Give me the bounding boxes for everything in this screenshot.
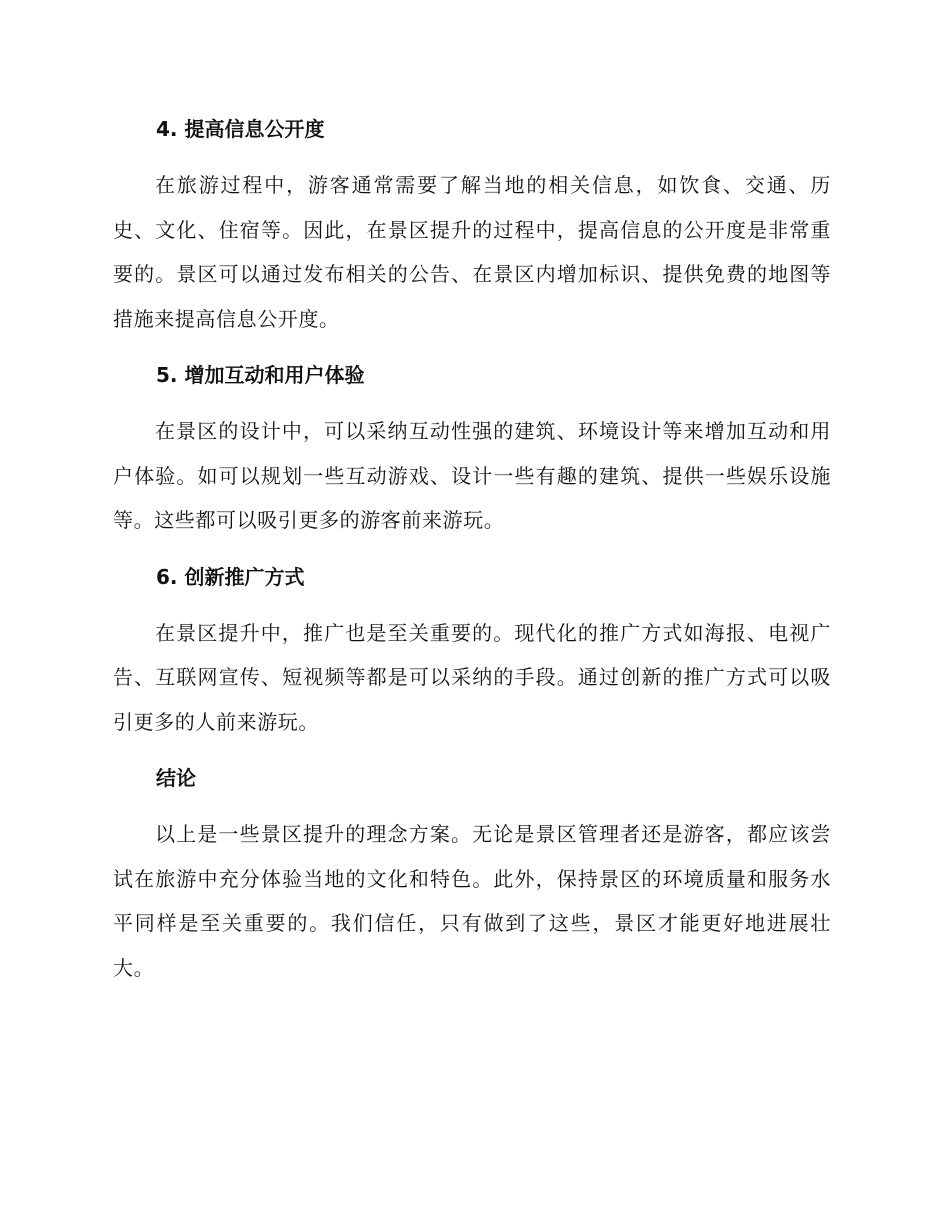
section-interaction-experience [113, 359, 831, 543]
section-paragraph: 在景区的设计中，可以采纳互动性强的建筑、环境设计等来增加互动和用户体验。如可以规划一些互动游戏、设计一些有趣的建筑、提供一些娱乐设施等。这些都可以吸引更多的游客前来游玩。 [113, 419, 831, 532]
section-heading: 6. 创新推广方式 [156, 564, 305, 589]
section-promotion [113, 561, 831, 745]
section-info-disclosure [113, 113, 831, 341]
section-heading: 5. 增加互动和用户体验 [156, 363, 365, 387]
section-paragraph: 以上是一些景区提升的理念方案。无论是景区管理者还是游客，都应该尝试在旅游中充分体验当地的文化和特色。此外，保持景区的环境质量和服务水平同样是至关重要的。我们信任，只有做到了这些，景区才能更好地进展壮大。 [113, 822, 831, 980]
section-paragraph: 在景区提升中，推广也是至关重要的。现代化的推广方式如海报、电视广告、互联网宣传、短视频等都是可以采纳的手段。通过创新的推广方式可以吸引更多的人前来游玩。 [113, 620, 831, 734]
section-heading: 4. 提高信息公开度 [156, 117, 325, 141]
section-heading: 结论 [156, 766, 196, 790]
section-paragraph: 在旅游过程中，游客通常需要了解当地的相关信息，如饮食、交通、历史、文化、住宿等。因此，在景区提升的过程中，提高信息的公开度是非常重要的。景区可以通过发布相关的公告、在景区内增加标识、提供免费的地图等措施来提高信息公开度。 [113, 173, 831, 331]
document-body [113, 113, 831, 1008]
section-conclusion [113, 762, 831, 990]
